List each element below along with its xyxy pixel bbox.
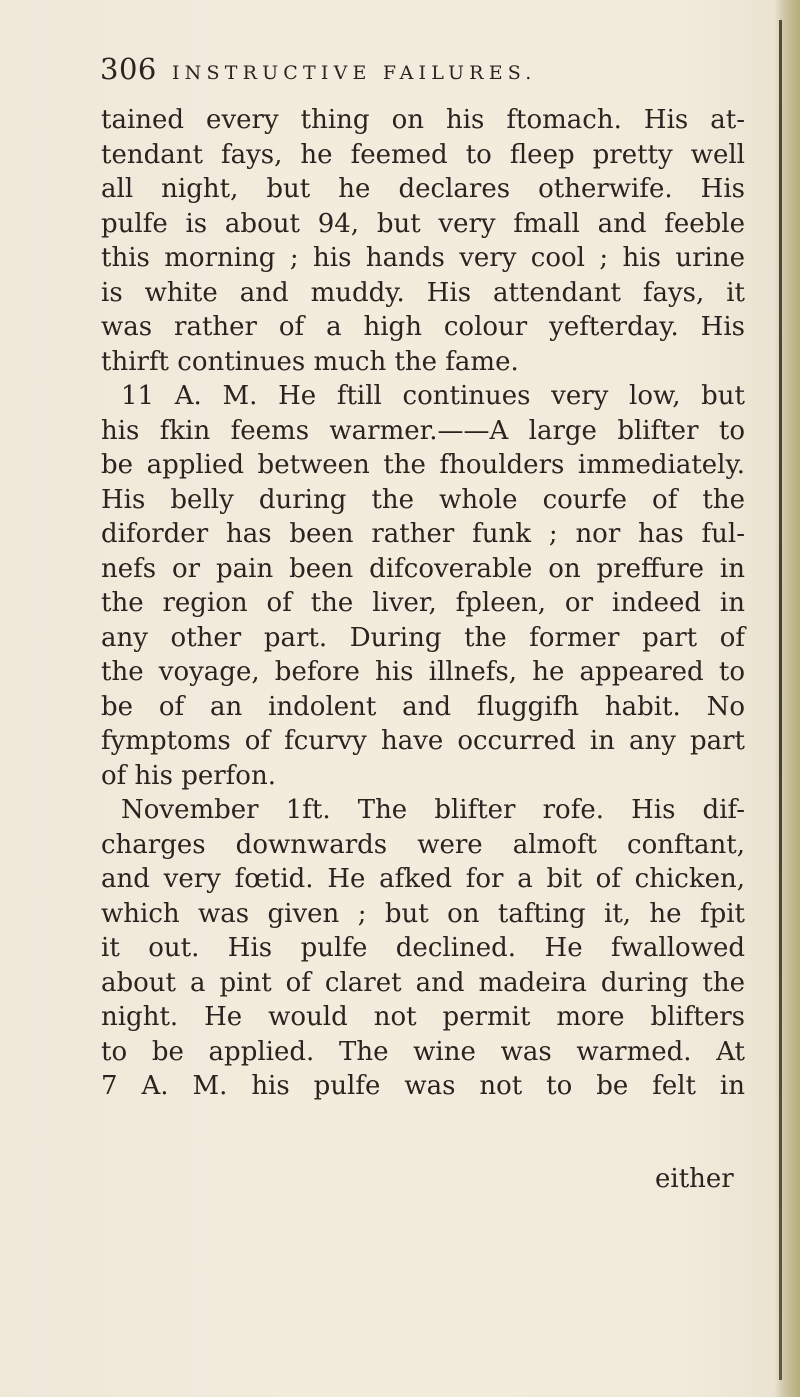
text-line: was rather of a high colour yefterday. His	[101, 312, 745, 342]
text-line: charges downwards were almoft conftant,	[101, 829, 745, 860]
text-line: fymptoms of fcurvy have occurred in any part	[101, 726, 745, 756]
text-line: nefs or pain been difcoverable on preffure in	[101, 553, 745, 584]
catchword: either	[655, 1164, 734, 1194]
text-line: diforder has been rather funk ; nor has ful-	[101, 519, 745, 549]
text-line: it out. His pulfe declined. He fwallowed	[101, 933, 745, 963]
body-text	[101, 103, 745, 1104]
page-header	[100, 52, 660, 92]
text-line: November 1ft. The blifter rofe. His dif-	[121, 795, 745, 825]
binding-edge-line	[779, 20, 782, 1380]
text-line: night. He would not permit more blifters	[101, 1002, 745, 1032]
text-line: all night, but he declares otherwife. His	[101, 174, 745, 204]
text-line: which was given ; but on tafting it, he fpit	[101, 898, 745, 929]
text-line: and very fœtid. He afked for a bit of chicken,	[101, 864, 745, 894]
text-line: the region of the liver, fpleen, or indeed in	[101, 588, 745, 618]
text-line: this morning ; his hands very cool ; his urine	[101, 243, 745, 273]
text-line: His belly during the whole courfe of the	[101, 484, 745, 515]
text-line: pulfe is about 94, but very fmall and feeble	[101, 208, 745, 239]
text-line: 11 A. M. He ftill continues very low, but	[121, 381, 745, 411]
text-line: tained every thing on his ftomach. His at-	[101, 105, 745, 135]
text-line: about a pint of claret and madeira during the	[101, 967, 745, 998]
text-line: of his perfon.	[101, 760, 276, 791]
page-edge	[774, 0, 800, 1397]
text-line: be applied between the fhoulders immediately.	[101, 450, 745, 480]
text-line: any other part. During the former part of	[101, 622, 745, 653]
text-line: is white and muddy. His attendant fays, it	[101, 277, 745, 308]
text-line: be of an indolent and fluggifh habit. No	[101, 691, 745, 722]
running-head: INSTRUCTIVE FAILURES.	[171, 62, 537, 84]
text-line: thirft continues much the fame.	[101, 346, 519, 377]
text-line: his fkin feems warmer.——A large blifter to	[101, 415, 745, 446]
page-number: 306	[100, 52, 157, 86]
text-line: 7 A. M. his pulfe was not to be felt in	[101, 1071, 745, 1101]
text-line: the voyage, before his illnefs, he appeared to	[101, 657, 745, 687]
text-line: to be applied. The wine was warmed. At	[101, 1036, 745, 1067]
text-line: tendant fays, he feemed to fleep pretty well	[101, 139, 745, 170]
